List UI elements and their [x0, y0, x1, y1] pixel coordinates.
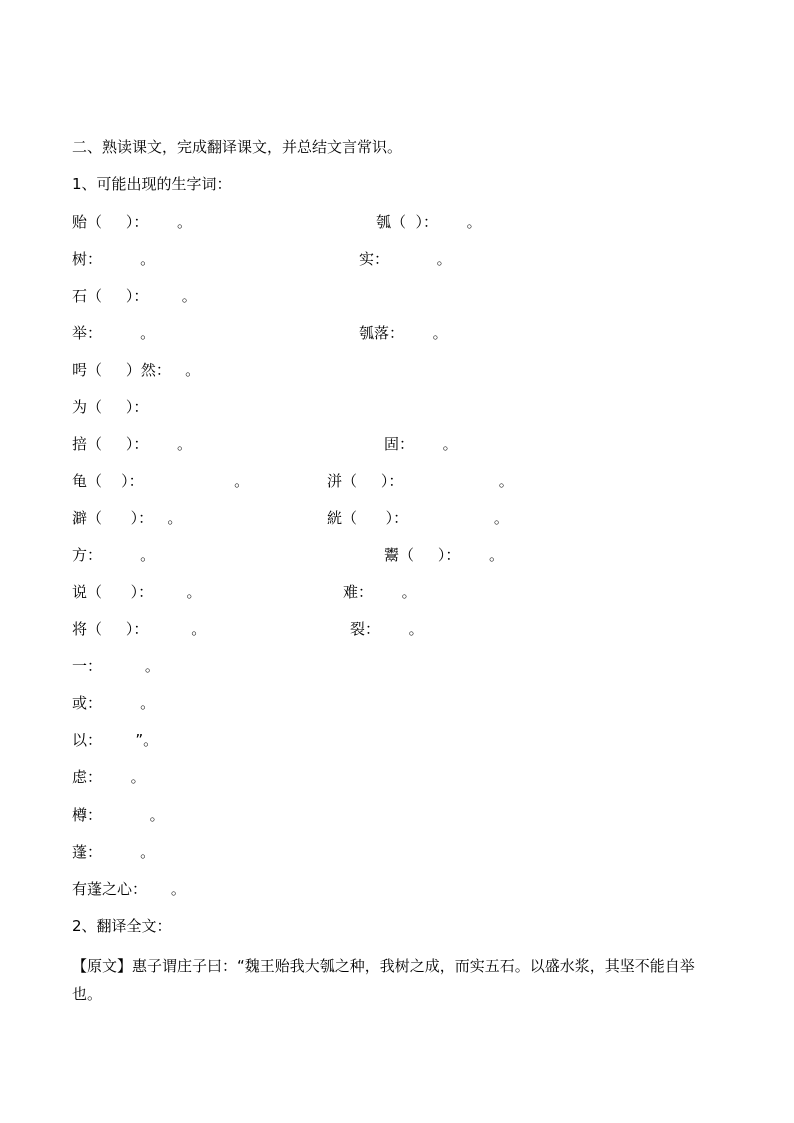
- vocab-item: 难： 。: [343, 583, 417, 601]
- vocab-item: 有蓬之心： 。: [72, 880, 186, 898]
- vocab-item: 呺（ ）然： 。: [72, 361, 201, 379]
- vocab-item: 樽： 。: [72, 806, 165, 824]
- vocab-item: 实： 。: [359, 250, 452, 268]
- vocab-item: 蓬： 。: [72, 843, 156, 861]
- vocab-item: 以： ”。: [72, 731, 159, 749]
- vocab-item: 掊（ ）： 。: [72, 435, 192, 453]
- original-text-paragraph: [72, 952, 722, 1008]
- vocab-item: 固： 。: [384, 435, 458, 453]
- vocab-item: 瓠（ ）： 。: [376, 213, 482, 231]
- vocab-item: 举： 。: [72, 324, 156, 342]
- vocab-item: 瓠落： 。: [359, 324, 448, 342]
- vocab-item: 树： 。: [72, 250, 156, 268]
- vocab-item: 将（ ）： 。: [72, 620, 207, 638]
- vocab-item: 为（ ）：: [72, 398, 149, 416]
- vocab-item: 洴（ ）： 。: [327, 472, 514, 490]
- vocab-item: 裂： 。: [350, 620, 424, 638]
- vocab-item: 贻（ ）： 。: [72, 213, 192, 231]
- vocab-item: 一： 。: [72, 657, 160, 675]
- vocab-item: 龟（ ）： 。: [72, 472, 250, 490]
- vocab-item: 絖（ ）： 。: [327, 509, 509, 527]
- vocab-item: 鬻（ ）： 。: [384, 546, 504, 564]
- vocab-item: 澼（ ）： 。: [72, 509, 183, 527]
- vocab-item: 或： 。: [72, 694, 156, 712]
- subheading-translate: 2、翻译全文：: [72, 917, 172, 935]
- original-text-label: 【原文】: [72, 957, 133, 975]
- section-heading: 二、熟读课文，完成翻译课文，并总结文言常识。: [72, 138, 403, 156]
- vocab-item: 方： 。: [72, 546, 156, 564]
- vocab-item: 石（ ）： 。: [72, 287, 197, 305]
- original-text-body: 惠子谓庄子曰：“魏王贻我大瓠之种，我树之成，而实五石。以盛水浆，其坚不能自举也。: [72, 957, 695, 1003]
- subheading-vocab: 1、可能出现的生字词：: [72, 175, 232, 193]
- vocab-item: 虑： 。: [72, 768, 146, 786]
- vocab-item: 说（ ）： 。: [72, 583, 202, 601]
